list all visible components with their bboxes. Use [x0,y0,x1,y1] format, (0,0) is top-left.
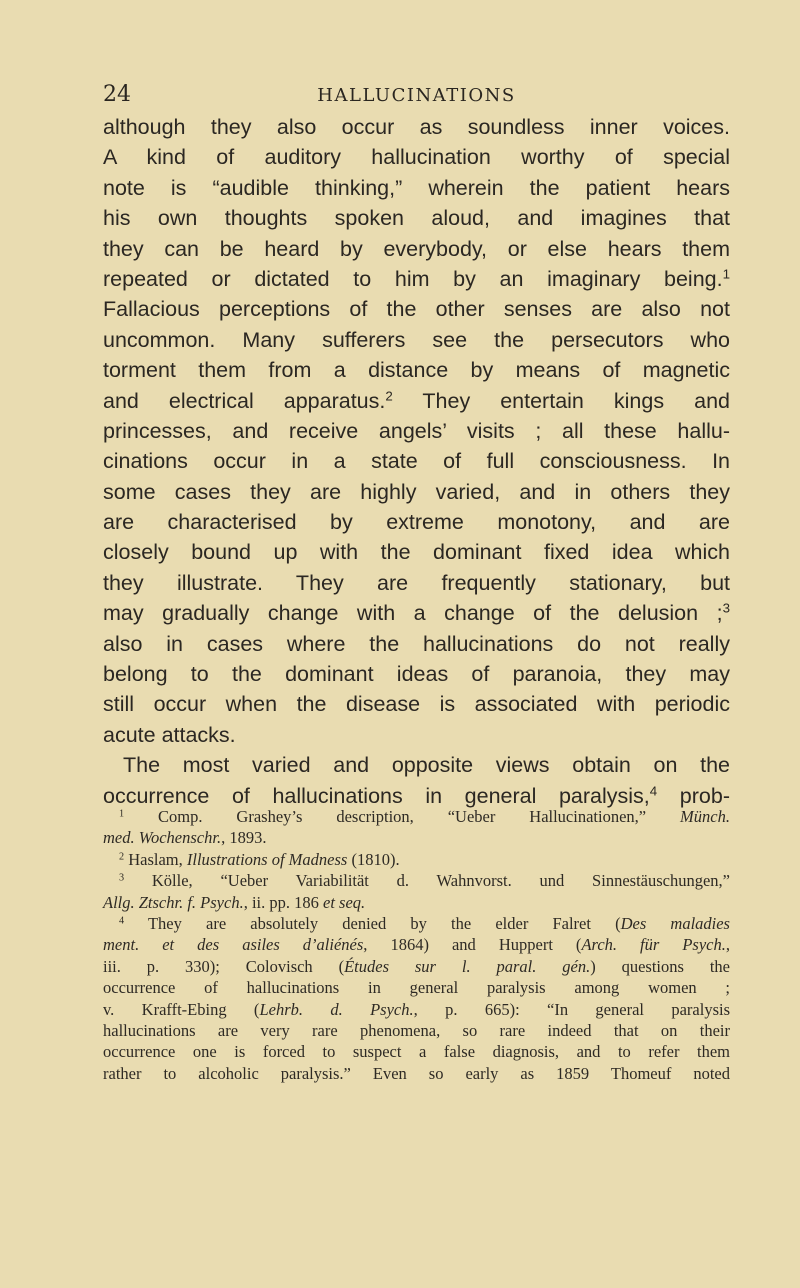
text-span: although they also occur as soundless inner voices. [103,115,730,139]
footnote-line [103,806,730,827]
italic-text: Münch. [680,807,730,826]
body-line [103,142,730,172]
text-span: Comp. Grashey’s description, “Ueber Hallucinationen,” [124,807,681,826]
text-span: occurrence of hallucinations in general paralysis, [103,783,650,808]
text-span: they can be heard by everybody, or else hears them [103,236,730,261]
text-span: cinations occur in a state of full consciousness. In [103,449,730,474]
footnote-line [103,892,730,913]
footnote-marker: 1 [119,808,125,820]
italic-text: Lehrb. d. Psych. [259,999,414,1019]
footnote-marker: 3 [722,600,730,616]
page-number: 24 [103,82,131,107]
text-span: closely bound up with the dominant fixed idea which [103,540,730,565]
footnote-line [103,1063,730,1084]
body-line [103,203,730,233]
text-span: They are absolutely denied by the elder Falret ( [124,913,621,933]
body-line [103,173,730,203]
text-span: occurrence one is forced to suspect a false diagnosis, and to refer them [103,1042,730,1062]
italic-text: ment. et des asiles d’aliénés [103,935,364,955]
body-line [103,264,730,294]
body-line [103,689,730,719]
text-span: note is “audible thinking,” wherein the patient hears [103,175,730,200]
text-span: hallucinations are very rare phenomena, so rare indeed that on their [103,1020,730,1040]
footnote-line [103,870,730,891]
footnote-marker: 4 [649,783,658,799]
text-span: uncommon. Many sufferers see the persecutors who [103,327,730,352]
text-span: Fallacious perceptions of the other senses are also not [103,297,730,322]
body-line [103,720,730,750]
body-line [103,112,730,142]
footnote-marker: 2 [119,851,125,863]
text-span: , p. 665): “In general paralysis [413,999,730,1019]
body-line [103,659,730,689]
text-span: his own thoughts spoken aloud, and imagines that [103,206,730,231]
text-span: still occur when the disease is associated with periodic [103,692,730,717]
body-line [103,629,730,659]
footnote-line [103,1020,730,1041]
body-line [103,386,730,416]
text-span: acute attacks. [103,722,236,747]
body-line [103,537,730,567]
footnote-line [103,956,730,977]
text-span: (1810). [347,849,400,869]
text-span: they illustrate. They are frequently stationary, but [103,570,730,595]
text-span: The most varied and opposite views obtain on the [123,753,730,778]
italic-text: Illustrations of Madness [186,849,348,869]
text-span: , 1893. [221,828,267,848]
body-line [103,598,730,628]
footnote-marker: 1 [722,266,730,282]
body-line [103,416,730,446]
text-span: prob- [657,783,731,808]
text-span: Kölle, “Ueber Variabilität d. Wahnvorst. und Sinnestäuschungen,” [124,871,730,891]
body-line [103,507,730,537]
text-span: some cases they are highly varied, and in others they [103,479,730,504]
text-span: , 1864) and Huppert ( [363,935,582,955]
italic-text: med. Wochenschr. [103,828,222,848]
running-head: HALLUCINATIONS [317,85,516,106]
text-span: may gradually change with a change of the delusion ; [103,601,723,626]
text-span: torment them from a distance by means of magnetic [103,358,730,383]
footnote-line [103,913,730,934]
body-line [103,355,730,385]
text-span: They entertain kings and [392,388,730,413]
footnote-marker: 3 [119,872,125,884]
text-span: , [725,935,730,955]
text-span: also in cases where the hallucinations do not really [103,631,730,656]
text-span: and electrical apparatus. [103,388,386,413]
text-span: A kind of auditory hallucination worthy of special [103,145,730,170]
text-span: v. Krafft-Ebing ( [103,999,260,1019]
footnote-marker: 2 [385,388,393,404]
text-span: princesses, and receive angels’ visits ; all these hallu- [103,418,730,443]
footnote-line [103,934,730,955]
footnote-line [103,999,730,1020]
body-line [103,234,730,264]
footnote-marker: 4 [119,915,125,927]
text-span: repeated or dictated to him by an imaginary being. [103,266,723,291]
footnotes [103,806,730,1084]
italic-text: Allg. Ztschr. f. Psych. [103,892,244,912]
text-span: iii. p. 330); Colovisch ( [103,956,345,976]
text-span: are characterised by extreme monotony, and are [103,510,730,535]
body-line [103,446,730,476]
body-line [103,477,730,507]
body-line [103,325,730,355]
footnote-line [103,827,730,848]
italic-text: Arch. für Psych. [581,935,726,955]
footnote-line [103,1041,730,1062]
text-span: occurrence of hallucinations in general paralysis among women ; [103,978,730,998]
text-span: belong to the dominant ideas of paranoia, they may [103,662,730,687]
text-span: ) questions the [590,956,730,976]
italic-text: Des maladies [620,913,730,933]
body-line [103,750,730,780]
page-header [103,82,730,112]
body-line [103,294,730,324]
footnote-line [103,977,730,998]
text-span: rather to alcoholic paralysis.” Even so early as 1859 Thomeuf noted [103,1063,730,1083]
italic-text: Études sur l. paral. gén. [344,956,591,976]
text-span: Haslam, [124,849,187,869]
body-line [103,568,730,598]
italic-text: et seq. [323,892,366,912]
footnote-line [103,849,730,870]
body-text [103,112,730,811]
text-span: , ii. pp. 186 [243,892,323,912]
